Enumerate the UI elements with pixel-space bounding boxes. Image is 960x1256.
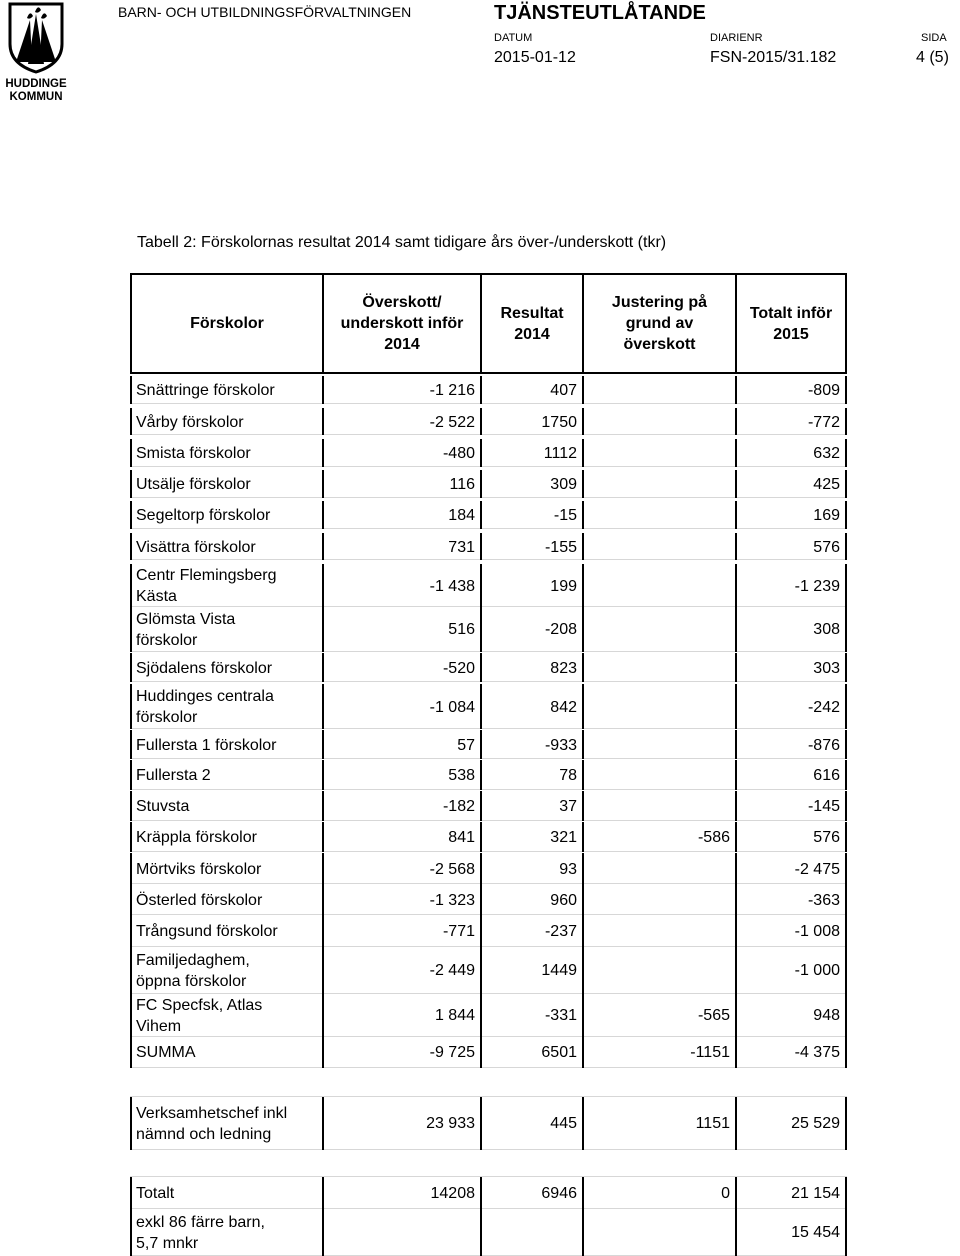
table-border xyxy=(735,853,737,884)
table-cell: -1 239 xyxy=(794,577,840,595)
row-label: SUMMA xyxy=(136,1044,196,1061)
column-header: grund av xyxy=(625,315,694,332)
table-border xyxy=(582,684,584,729)
row-label: förskolor xyxy=(136,709,198,726)
column-header: 2015 xyxy=(773,325,809,343)
table-border xyxy=(735,760,737,790)
row-divider xyxy=(130,466,847,467)
column-header: underskott inför xyxy=(340,315,464,332)
table-cell: -242 xyxy=(807,698,840,716)
table-border xyxy=(845,564,847,607)
row-label: Fullersta 1 förskolor xyxy=(136,736,277,754)
table-border xyxy=(130,376,132,404)
table-border xyxy=(735,501,737,529)
row-label: 5,7 mnkr xyxy=(136,1234,199,1252)
table-cell: 841 xyxy=(448,829,475,846)
table-caption: Tabell 2: Förskolornas resultat 2014 samt tidigare års över-/underskott (tkr) xyxy=(137,234,667,251)
table-border xyxy=(845,1208,847,1256)
row-label: Utsälje förskolor xyxy=(136,476,251,493)
table-cell: -1 000 xyxy=(794,962,840,979)
table-border xyxy=(582,408,584,435)
table-cell: -480 xyxy=(442,445,475,462)
row-divider xyxy=(130,946,847,947)
table-border xyxy=(130,946,132,994)
table-border xyxy=(845,273,847,374)
row-divider xyxy=(130,1208,847,1209)
table-border xyxy=(322,915,324,947)
table-border xyxy=(582,1176,584,1209)
table-cell: -1151 xyxy=(690,1044,730,1061)
table-cell: 184 xyxy=(448,507,475,524)
table-border xyxy=(130,408,132,435)
table-border xyxy=(845,791,847,821)
column-header: Förskolor xyxy=(190,315,264,332)
table-border xyxy=(582,1036,584,1068)
row-divider xyxy=(130,497,847,498)
table-cell: -363 xyxy=(807,891,840,909)
column-header: Justering på xyxy=(611,294,708,311)
row-divider xyxy=(130,883,847,884)
table-cell: -565 xyxy=(697,1007,730,1024)
row-divider xyxy=(130,403,847,404)
row-divider xyxy=(130,528,847,529)
table-border xyxy=(582,993,584,1037)
table-cell: -1 216 xyxy=(429,382,475,399)
table-cell: 425 xyxy=(813,476,840,493)
table-cell: 37 xyxy=(559,798,577,815)
table-border xyxy=(735,606,737,652)
table-border xyxy=(845,853,847,884)
table-cell: 308 xyxy=(813,621,840,638)
row-label: Visättra förskolor xyxy=(136,538,256,556)
table-cell: 823 xyxy=(550,659,577,677)
logo-text-kommun: KOMMUN xyxy=(9,91,63,103)
table-border xyxy=(845,376,847,404)
row-label: Stuvsta xyxy=(136,798,190,815)
table-cell: -772 xyxy=(807,413,840,431)
table-border xyxy=(845,501,847,529)
table-cell: 1750 xyxy=(541,413,577,431)
table-border xyxy=(845,1036,847,1068)
table-border xyxy=(130,853,132,884)
row-label: Smista förskolor xyxy=(136,445,251,462)
table-cell: -145 xyxy=(807,798,840,815)
table-cell: 309 xyxy=(550,476,577,493)
table-border xyxy=(582,915,584,947)
table-border xyxy=(735,946,737,994)
table-cell: 23 933 xyxy=(426,1115,475,1132)
table-border xyxy=(130,760,132,790)
table-border xyxy=(582,822,584,852)
table-border xyxy=(322,884,324,915)
date-value: 2015-01-12 xyxy=(494,49,576,66)
table-border xyxy=(735,915,737,947)
table-border xyxy=(735,684,737,729)
table-border xyxy=(130,791,132,821)
table-border xyxy=(130,915,132,947)
table-border xyxy=(130,993,132,1037)
table-border xyxy=(735,1176,737,1209)
table-cell: 6501 xyxy=(541,1044,577,1061)
table-border xyxy=(582,470,584,498)
table-border xyxy=(845,606,847,652)
table-border xyxy=(322,1096,324,1150)
table-border xyxy=(845,684,847,729)
row-divider xyxy=(130,559,847,560)
table-cell: 731 xyxy=(448,538,475,556)
table-cell: 25 529 xyxy=(791,1115,840,1132)
table-border xyxy=(322,408,324,435)
table-border xyxy=(130,564,132,607)
row-label: Fullersta 2 xyxy=(136,767,211,784)
table-border xyxy=(322,946,324,994)
row-label: Sjödalens förskolor xyxy=(136,659,273,677)
table-border xyxy=(735,1096,737,1150)
table-cell: 538 xyxy=(448,767,475,784)
table-cell: 116 xyxy=(449,476,475,493)
table-cell: 321 xyxy=(550,829,577,846)
table-border xyxy=(480,1208,482,1256)
table-border xyxy=(322,1036,324,1068)
row-label: Mörtviks förskolor xyxy=(136,860,262,878)
table-border xyxy=(582,501,584,529)
logo-text-huddinge: HUDDINGE xyxy=(5,78,67,90)
row-divider xyxy=(130,651,847,652)
document-type: TJÄNSTEUTLÅTANDE xyxy=(494,2,706,24)
table-cell: 78 xyxy=(559,767,577,784)
table-border xyxy=(582,564,584,607)
row-label: Familjedaghem, xyxy=(136,951,250,969)
table-cell: 516 xyxy=(448,621,475,638)
row-label: öppna förskolor xyxy=(136,972,247,990)
table-cell: -15 xyxy=(553,507,577,524)
table-border xyxy=(130,1096,132,1150)
table-border xyxy=(130,653,132,682)
table-cell: 576 xyxy=(813,829,840,846)
table-border xyxy=(735,1036,737,1068)
row-divider xyxy=(130,681,847,682)
row-divider xyxy=(130,1096,847,1097)
row-label: Totalt xyxy=(136,1184,175,1202)
table-border xyxy=(735,533,737,560)
table-cell: -771 xyxy=(442,923,475,940)
table-border xyxy=(582,946,584,994)
table-border xyxy=(735,791,737,821)
table-cell: 842 xyxy=(550,698,577,716)
row-label: Vihem xyxy=(136,1017,182,1035)
table-border xyxy=(735,439,737,467)
table-border xyxy=(845,730,847,759)
table-cell: 1 844 xyxy=(434,1007,475,1024)
table-border xyxy=(735,470,737,498)
table-border xyxy=(845,884,847,915)
table-border xyxy=(582,376,584,404)
table-cell: -809 xyxy=(807,382,840,399)
table-cell: 960 xyxy=(550,891,577,909)
row-label: exkl 86 färre barn, xyxy=(136,1213,265,1231)
table-cell: 445 xyxy=(550,1115,577,1132)
row-label: nämnd och ledning xyxy=(136,1125,272,1143)
table-border xyxy=(582,791,584,821)
table-border xyxy=(582,884,584,915)
table-border xyxy=(322,653,324,682)
row-divider xyxy=(130,789,847,790)
table-border xyxy=(735,376,737,404)
table-border xyxy=(845,822,847,852)
table-border xyxy=(322,376,324,404)
table-cell: 1112 xyxy=(543,445,577,462)
table-border xyxy=(322,791,324,821)
table-border xyxy=(322,1176,324,1209)
page-label: SIDA xyxy=(921,32,947,44)
table-border xyxy=(582,1096,584,1150)
row-label: Vårby förskolor xyxy=(136,413,244,431)
table-border xyxy=(130,730,132,759)
table-border xyxy=(735,653,737,682)
column-header: Överskott/ xyxy=(362,294,442,311)
table-cell: 6946 xyxy=(541,1184,577,1202)
table-border xyxy=(130,1036,132,1068)
table-cell: -331 xyxy=(544,1007,577,1024)
table-border xyxy=(845,470,847,498)
column-header: överskott xyxy=(623,336,696,353)
table-border xyxy=(130,501,132,529)
row-divider xyxy=(130,1176,847,1177)
row-divider xyxy=(130,851,847,852)
row-label: Kräppla förskolor xyxy=(136,829,257,846)
table-border xyxy=(582,533,584,560)
table-cell: 15 454 xyxy=(791,1224,840,1241)
table-border xyxy=(130,606,132,652)
table-border xyxy=(130,684,132,729)
table-border xyxy=(845,915,847,947)
table-cell: -182 xyxy=(442,798,475,815)
table-cell: -2 568 xyxy=(429,860,475,878)
row-label: Kästa xyxy=(136,588,177,605)
table-border xyxy=(582,439,584,467)
table-border xyxy=(322,501,324,529)
table-border xyxy=(582,853,584,884)
table-border xyxy=(130,1176,132,1209)
coat-of-arms-icon xyxy=(6,2,66,74)
table-cell: -1 008 xyxy=(794,923,840,940)
table-border xyxy=(322,470,324,498)
table-border xyxy=(130,884,132,915)
row-divider xyxy=(130,606,847,607)
row-label: Centr Flemingsberg xyxy=(136,567,277,584)
table-border xyxy=(735,408,737,435)
row-label: Snättringe förskolor xyxy=(136,382,275,399)
table-cell: -520 xyxy=(442,659,475,677)
table-border xyxy=(322,439,324,467)
table-border xyxy=(735,564,737,607)
table-border xyxy=(582,606,584,652)
table-border xyxy=(322,533,324,560)
table-border xyxy=(582,653,584,682)
column-header: 2014 xyxy=(384,336,420,353)
row-divider xyxy=(130,1149,847,1150)
row-divider xyxy=(130,728,847,729)
row-label: Trångsund förskolor xyxy=(136,923,278,940)
table-cell: 1449 xyxy=(541,962,577,979)
table-border xyxy=(322,606,324,652)
table-cell: -1 323 xyxy=(429,891,475,909)
table-cell: -876 xyxy=(807,736,840,754)
column-header: Resultat xyxy=(500,304,564,322)
table-cell: -9 725 xyxy=(429,1044,475,1061)
table-cell: -208 xyxy=(544,621,577,638)
table-border xyxy=(845,439,847,467)
column-header: 2014 xyxy=(514,325,550,343)
row-divider xyxy=(130,1036,847,1037)
table-border xyxy=(582,760,584,790)
table-cell: 199 xyxy=(550,577,577,595)
table-cell: 407 xyxy=(550,382,577,399)
dnr-label: DIARIENR xyxy=(710,32,763,44)
table-border xyxy=(845,760,847,790)
page-value: 4 (5) xyxy=(916,49,949,66)
row-label: Verksamhetschef inkl xyxy=(136,1104,288,1122)
table-border xyxy=(845,533,847,560)
table-cell: 169 xyxy=(813,507,840,524)
table-border xyxy=(735,993,737,1037)
table-border xyxy=(735,822,737,852)
table-border xyxy=(845,993,847,1037)
table-cell: -586 xyxy=(697,829,730,846)
table-cell: 576 xyxy=(813,538,840,556)
table-cell: -4 375 xyxy=(794,1044,840,1061)
organization-name: BARN- OCH UTBILDNINGSFÖRVALTNINGEN xyxy=(118,4,412,20)
huddinge-logo xyxy=(0,0,72,108)
row-label: Glömsta Vista xyxy=(136,610,236,628)
table-border xyxy=(130,470,132,498)
row-divider xyxy=(130,914,847,915)
table-border xyxy=(130,439,132,467)
table-border xyxy=(322,853,324,884)
row-divider xyxy=(130,434,847,435)
date-label: DATUM xyxy=(494,32,533,44)
row-divider xyxy=(130,758,847,759)
row-label: Österled förskolor xyxy=(136,891,263,909)
table-cell: 303 xyxy=(813,659,840,677)
table-border xyxy=(322,993,324,1037)
table-cell: 632 xyxy=(813,445,840,462)
table-border xyxy=(130,273,847,275)
table-cell: 57 xyxy=(457,736,475,754)
table-border xyxy=(130,1208,132,1256)
table-cell: -237 xyxy=(544,923,577,940)
table-border xyxy=(322,564,324,607)
table-cell: -155 xyxy=(544,538,577,556)
row-divider xyxy=(130,820,847,821)
table-cell: 1151 xyxy=(695,1115,730,1132)
table-border xyxy=(322,760,324,790)
table-border xyxy=(582,730,584,759)
row-label: FC Specfsk, Atlas xyxy=(136,996,263,1014)
table-border xyxy=(735,884,737,915)
table-border xyxy=(322,1208,324,1256)
table-cell: 616 xyxy=(813,767,840,784)
table-cell: 21 154 xyxy=(791,1184,840,1202)
row-divider xyxy=(130,1067,847,1068)
table-border xyxy=(130,372,847,374)
table-cell: -933 xyxy=(544,736,577,754)
table-border xyxy=(130,533,132,560)
row-label: Huddinges centrala xyxy=(136,688,274,705)
row-label: förskolor xyxy=(136,631,198,649)
table-cell: -1 438 xyxy=(429,577,475,595)
table-border xyxy=(735,1208,737,1256)
table-border xyxy=(845,408,847,435)
table-cell: 0 xyxy=(721,1184,730,1202)
table-cell: 948 xyxy=(813,1007,840,1024)
table-border xyxy=(130,822,132,852)
table-border xyxy=(845,1096,847,1150)
dnr-value: FSN-2015/31.182 xyxy=(710,49,837,66)
table-border xyxy=(322,684,324,729)
table-border xyxy=(582,1208,584,1256)
table-cell: -2 449 xyxy=(429,962,475,979)
table-cell: 14208 xyxy=(430,1184,475,1202)
table-border xyxy=(845,946,847,994)
table-cell: -2 522 xyxy=(429,413,475,431)
table-cell: 93 xyxy=(559,860,577,878)
row-label: Segeltorp förskolor xyxy=(136,507,271,524)
column-header: Totalt inför xyxy=(749,304,833,322)
table-border xyxy=(735,730,737,759)
table-border xyxy=(322,730,324,759)
table-border xyxy=(845,653,847,682)
table-cell: -2 475 xyxy=(794,860,840,878)
table-border xyxy=(322,822,324,852)
table-border xyxy=(845,1176,847,1209)
table-cell: -1 084 xyxy=(429,698,475,716)
